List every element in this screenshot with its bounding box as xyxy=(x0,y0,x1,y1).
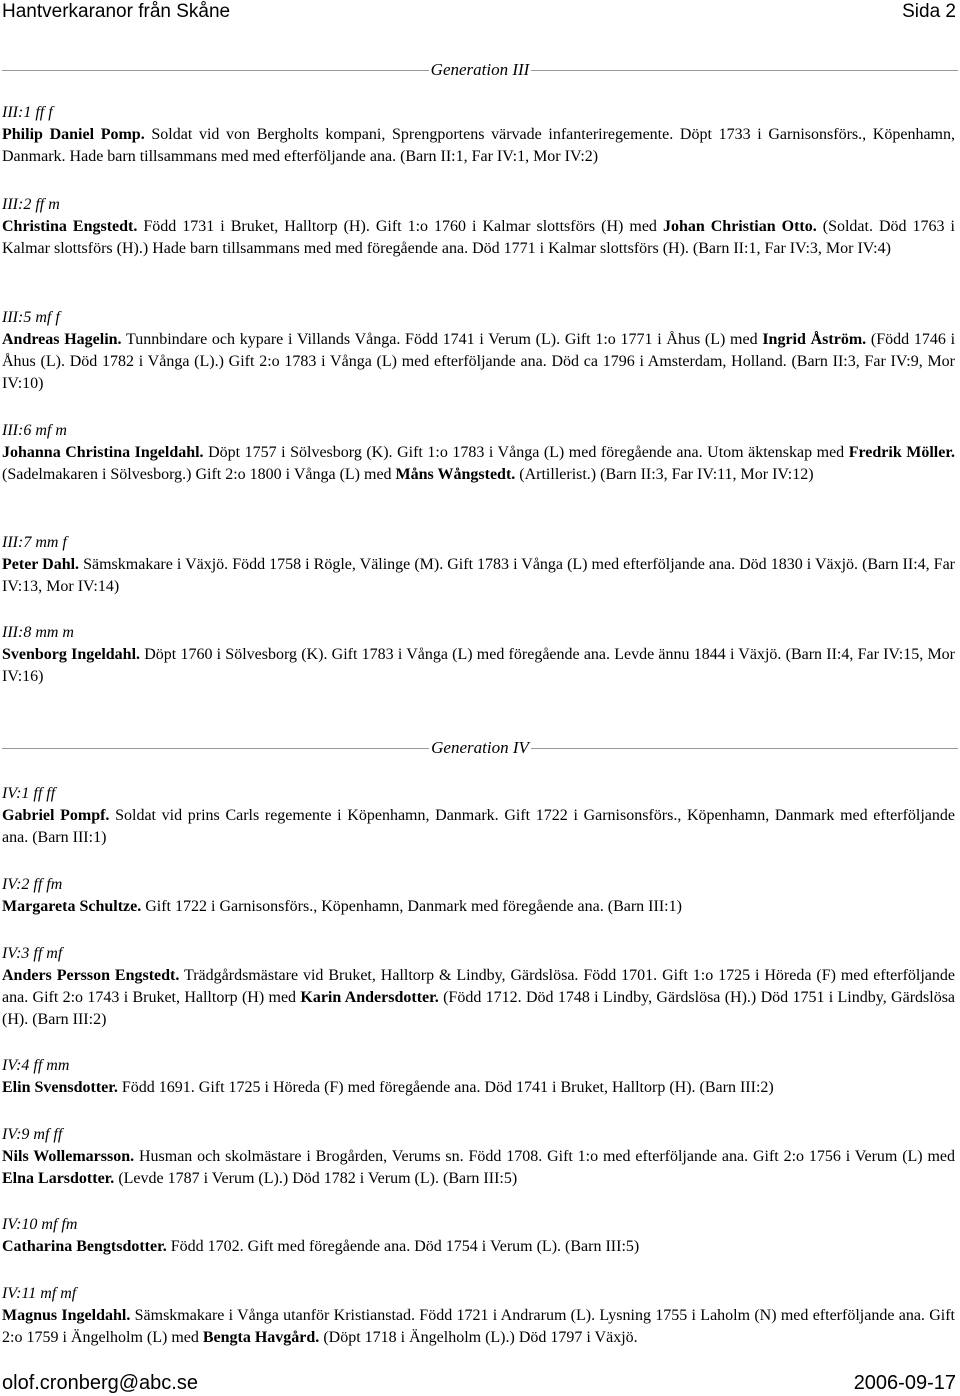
person-description xyxy=(2,1236,955,1258)
person-name: Anders Persson Engstedt. xyxy=(2,967,180,984)
person-text: Gift 1722 i Garnisonsförs., Köpenhamn, Danmark med föregående ana. (Barn III:1) xyxy=(141,898,682,915)
person-text: Sämskmakare i Vånga utanför Kristianstad. Född 1721 i Andrarum (L). Lysning 1755 i Laholm (N) med efterföljande ana. Gift 2:o 1759 i Ängelholm (L) med xyxy=(2,1307,955,1346)
person-name: Peter Dahl. xyxy=(2,556,80,573)
person-name: Elin Svensdotter. xyxy=(2,1079,118,1096)
person-entry xyxy=(2,532,955,598)
person-id: III:5 mf f xyxy=(2,309,60,326)
generation-heading xyxy=(2,59,958,81)
person-text: (Född 1746 i Åhus (L). Död 1782 i Vånga (L).) Gift 2:o 1783 i Vånga (L) med efterföljande ana. Död ca 1796 i Amsterdam, Holland. (Barn II:3, Far IV:9, Mor IV:10) xyxy=(2,331,956,392)
spouse-name: Måns Wångstedt. xyxy=(395,466,516,483)
page-header xyxy=(2,0,956,24)
person-text: Tunnbindare och kypare i Villands Vånga. Född 1741 i Verum (L). Gift 1:o 1771 i Åhus (L) med xyxy=(121,331,763,348)
person-entry xyxy=(2,1124,955,1190)
generation-heading xyxy=(2,737,958,759)
person-id: III:6 mf m xyxy=(2,422,67,439)
person-description xyxy=(2,554,955,598)
person-id: IV:9 mf ff xyxy=(2,1126,63,1143)
person-description xyxy=(2,644,955,688)
person-name: Svenborg Ingeldahl. xyxy=(2,646,141,663)
person-id: III:2 ff m xyxy=(2,196,60,213)
person-text: Född 1702. Gift med föregående ana. Död 1754 i Verum (L). (Barn III:5) xyxy=(166,1238,640,1255)
person-description xyxy=(2,1146,955,1190)
person-text: Född 1731 i Bruket, Halltorp (H). Gift 1:o 1760 i Kalmar slottsförs (H) med xyxy=(137,218,663,235)
generation-title: Generation III xyxy=(430,60,530,79)
page-footer xyxy=(2,1370,956,1396)
person-entry xyxy=(2,783,955,849)
person-text: (Levde 1787 i Verum (L).) Död 1782 i Verum (L). (Barn III:5) xyxy=(114,1170,518,1187)
person-description xyxy=(2,896,955,918)
person-name: Margareta Schultze. xyxy=(2,898,142,915)
person-text: Husman och skolmästare i Brogården, Verums sn. Född 1708. Gift 1:o med efterföljande ana. Gift 2:o 1756 i Verum (L) med xyxy=(134,1148,956,1165)
page-number: Sida 2 xyxy=(902,1,956,22)
person-name: Johanna Christina Ingeldahl. xyxy=(2,444,204,461)
person-entry xyxy=(2,622,955,688)
person-id: IV:4 ff mm xyxy=(2,1057,70,1074)
person-name: Magnus Ingeldahl. xyxy=(2,1307,131,1324)
person-name: Nils Wollemarsson. xyxy=(2,1148,135,1165)
person-text: Döpt 1760 i Sölvesborg (K). Gift 1783 i Vånga (L) med föregående ana. Levde ännu 1844 i Växjö. (Barn II:4, Far IV:15, Mor IV:16) xyxy=(2,646,956,685)
person-description xyxy=(2,1305,955,1349)
person-id: III:1 ff f xyxy=(2,104,53,121)
spouse-name: Elna Larsdotter. xyxy=(2,1170,115,1187)
spouse-name: Ingrid Åström. xyxy=(762,331,867,348)
divider xyxy=(531,748,958,749)
person-text: Född 1691. Gift 1725 i Höreda (F) med föregående ana. Död 1741 i Bruket, Halltorp (H). (Barn III:2) xyxy=(117,1079,774,1096)
person-entry xyxy=(2,1214,955,1258)
person-name: Gabriel Pompf. xyxy=(2,807,110,824)
person-name: Christina Engstedt. xyxy=(2,218,138,235)
person-entry xyxy=(2,943,955,1031)
person-text: (Sadelmakaren i Sölvesborg.) Gift 2:o 1800 i Vånga (L) med xyxy=(2,466,396,483)
divider xyxy=(2,70,429,71)
person-id: IV:3 ff mf xyxy=(2,945,63,962)
person-entry xyxy=(2,307,955,395)
person-description xyxy=(2,965,955,1031)
person-name: Philip Daniel Pomp. xyxy=(2,126,145,143)
person-id: III:8 mm m xyxy=(2,624,74,641)
person-text: (Döpt 1718 i Ängelholm (L).) Död 1797 i Växjö. xyxy=(319,1329,638,1346)
person-id: IV:10 mf fm xyxy=(2,1216,78,1233)
divider xyxy=(2,748,429,749)
person-id: IV:2 ff fm xyxy=(2,876,63,893)
person-description xyxy=(2,442,955,486)
person-entry xyxy=(2,420,955,486)
person-description xyxy=(2,329,955,395)
generation-title: Generation IV xyxy=(431,738,529,757)
person-text: Soldat vid von Bergholts kompani, Sprengportens värvade infanteriregemente. Döpt 1733 i Garnisonsförs., Köpenhamn, Danmark. Hade barn tillsammans med med efterföljande ana. (Barn II:1, Far IV:1, Mor IV:2) xyxy=(2,126,955,165)
person-id: IV:1 ff ff xyxy=(2,785,56,802)
author-email: olof.cronberg@abc.se xyxy=(2,1372,198,1394)
person-text: Döpt 1757 i Sölvesborg (K). Gift 1:o 1783 i Vånga (L) med föregående ana. Utom äktenskap med xyxy=(203,444,849,461)
person-text: (Artillerist.) (Barn II:3, Far IV:11, Mor IV:12) xyxy=(515,466,814,483)
spouse-name: Fredrik Möller. xyxy=(848,444,955,461)
person-description xyxy=(2,1077,955,1099)
person-text: Sämskmakare i Växjö. Född 1758 i Rögle, Välinge (M). Gift 1783 i Vånga (L) med efterföljande ana. Död 1830 i Växjö. (Barn II:4, Far IV:13, Mor IV:14) xyxy=(2,556,956,595)
person-description xyxy=(2,216,955,260)
person-id: IV:11 mf mf xyxy=(2,1285,77,1302)
person-entry xyxy=(2,874,955,918)
person-entry xyxy=(2,102,955,168)
person-entry xyxy=(2,194,955,260)
spouse-name: Karin Andersdotter. xyxy=(300,989,439,1006)
spouse-name: Johan Christian Otto. xyxy=(662,218,817,235)
person-entry xyxy=(2,1283,955,1349)
person-name: Catharina Bengtsdotter. xyxy=(2,1238,167,1255)
person-description xyxy=(2,124,955,168)
spouse-name: Bengta Havgård. xyxy=(202,1329,320,1346)
person-description xyxy=(2,805,955,849)
document-date: 2006-09-17 xyxy=(853,1372,956,1394)
person-text: (Soldat. Död 1763 i Kalmar slottsförs (H).) Hade barn tillsammans med med föregående ana. Död 1771 i Kalmar slottsförs (H). (Barn II:1, Far IV:3, Mor IV:4) xyxy=(2,218,955,257)
divider xyxy=(531,70,958,71)
person-name: Andreas Hagelin. xyxy=(2,331,122,348)
person-text: (Född 1712. Död 1748 i Lindby, Gärdslösa (H).) Död 1751 i Lindby, Gärdslösa (H). (Barn III:2) xyxy=(2,989,956,1028)
person-entry xyxy=(2,1055,955,1099)
person-text: Soldat vid prins Carls regemente i Köpenhamn, Danmark. Gift 1722 i Garnisonsförs., Köpenhamn, Danmark med efterföljande ana. (Barn III:1) xyxy=(2,807,956,846)
document-title: Hantverkaranor från Skåne xyxy=(2,1,231,22)
person-id: III:7 mm f xyxy=(2,534,67,551)
person-text: Trädgårdsmästare vid Bruket, Halltorp & Lindby, Gärdslösa. Född 1701. Gift 1:o 1725 i Höreda (F) med efterföljande ana. Gift 2:o 1743 i Bruket, Halltorp (H) med xyxy=(2,967,956,1006)
